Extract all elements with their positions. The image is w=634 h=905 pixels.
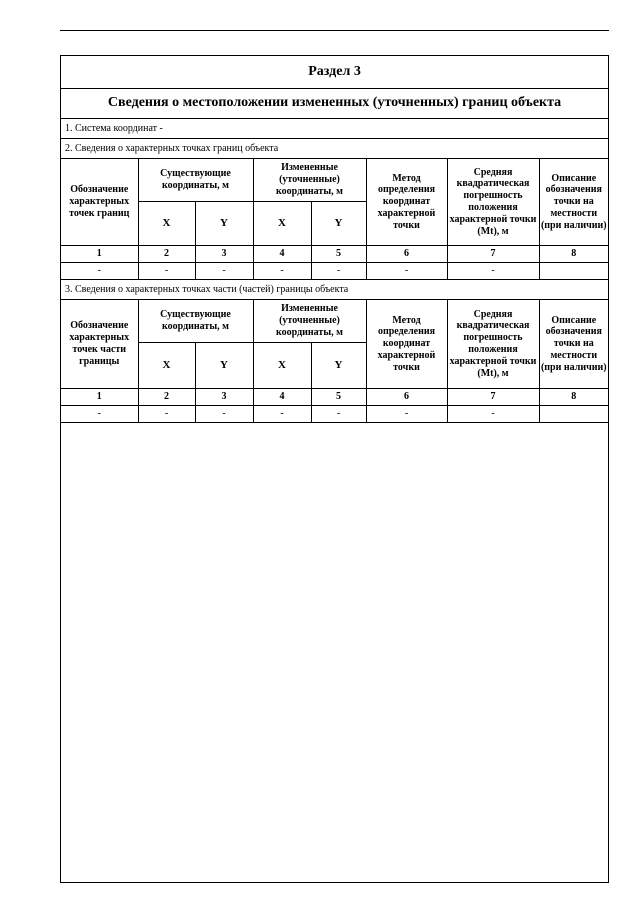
table1-sub-y-existing: Y [195, 202, 253, 246]
table2-cell: - [253, 406, 311, 423]
table1-cell: - [195, 263, 253, 280]
section-subtitle: Сведения о местоположении измененных (уточненных) границ объекта [61, 89, 608, 119]
coordinate-system-line: 1. Система координат - [61, 119, 608, 139]
table2-data-row [61, 406, 608, 423]
table1-num-8: 8 [539, 246, 608, 263]
table2-col-existing: Существующие координаты, м [138, 300, 253, 343]
table1-cell: - [311, 263, 366, 280]
table2-num-1: 1 [61, 389, 138, 406]
table1-col-error: Средняя квадратическая погрешность положения характерной точки (Mt), м [447, 159, 539, 246]
table1-cell: - [447, 263, 539, 280]
table1-col-method: Метод определения координат характерной точки [366, 159, 447, 246]
table2-num-4: 4 [253, 389, 311, 406]
section-title: Раздел 3 [61, 56, 608, 89]
table1-cell: - [253, 263, 311, 280]
table1-num-7: 7 [447, 246, 539, 263]
section-table [61, 56, 608, 423]
table2-sub-y-changed: Y [311, 343, 366, 389]
table2-num-8: 8 [539, 389, 608, 406]
table1-num-5: 5 [311, 246, 366, 263]
table1-cell: - [138, 263, 195, 280]
table1-heading: 2. Сведения о характерных точках границ объекта [61, 139, 608, 159]
table2-num-3: 3 [195, 389, 253, 406]
table1-sub-x-changed: X [253, 202, 311, 246]
table2-num-7: 7 [447, 389, 539, 406]
table2-cell: - [61, 406, 138, 423]
table1-num-6: 6 [366, 246, 447, 263]
table1-col-changed: Измененные (уточненные) координаты, м [253, 159, 366, 202]
table1-num-3: 3 [195, 246, 253, 263]
table2-col-changed: Измененные (уточненные) координаты, м [253, 300, 366, 343]
table2-sub-x-changed: X [253, 343, 311, 389]
table1-col-description: Описание обозначения точки на местности (при наличии) [539, 159, 608, 246]
table2-col-description: Описание обозначения точки на местности (при наличии) [539, 300, 608, 389]
table2-col-error: Средняя квадратическая погрешность положения характерной точки (Mt), м [447, 300, 539, 389]
table1-sub-y-changed: Y [311, 202, 366, 246]
table2-cell: - [311, 406, 366, 423]
table2-number-row [61, 389, 608, 406]
table2-cell: - [366, 406, 447, 423]
table2-cell: - [138, 406, 195, 423]
table2-cell: - [447, 406, 539, 423]
table2-num-2: 2 [138, 389, 195, 406]
table1-num-1: 1 [61, 246, 138, 263]
table2-sub-x-existing: X [138, 343, 195, 389]
table1-cell: - [61, 263, 138, 280]
table2-num-6: 6 [366, 389, 447, 406]
section-frame [60, 55, 609, 883]
table2-cell [539, 406, 608, 423]
table2-num-5: 5 [311, 389, 366, 406]
table1-num-2: 2 [138, 246, 195, 263]
table1-sub-x-existing: X [138, 202, 195, 246]
table1-cell [539, 263, 608, 280]
table2-cell: - [195, 406, 253, 423]
table2-col-designation: Обозначение характерных точек части границы [61, 300, 138, 389]
table1-num-4: 4 [253, 246, 311, 263]
table1-data-row [61, 263, 608, 280]
table1-col-existing: Существующие координаты, м [138, 159, 253, 202]
table2-sub-y-existing: Y [195, 343, 253, 389]
table1-col-designation: Обозначение характерных точек границ [61, 159, 138, 246]
top-rule [60, 30, 609, 31]
table2-heading: 3. Сведения о характерных точках части (частей) границы объекта [61, 280, 608, 300]
table1-number-row [61, 246, 608, 263]
table2-col-method: Метод определения координат характерной точки [366, 300, 447, 389]
table1-cell: - [366, 263, 447, 280]
